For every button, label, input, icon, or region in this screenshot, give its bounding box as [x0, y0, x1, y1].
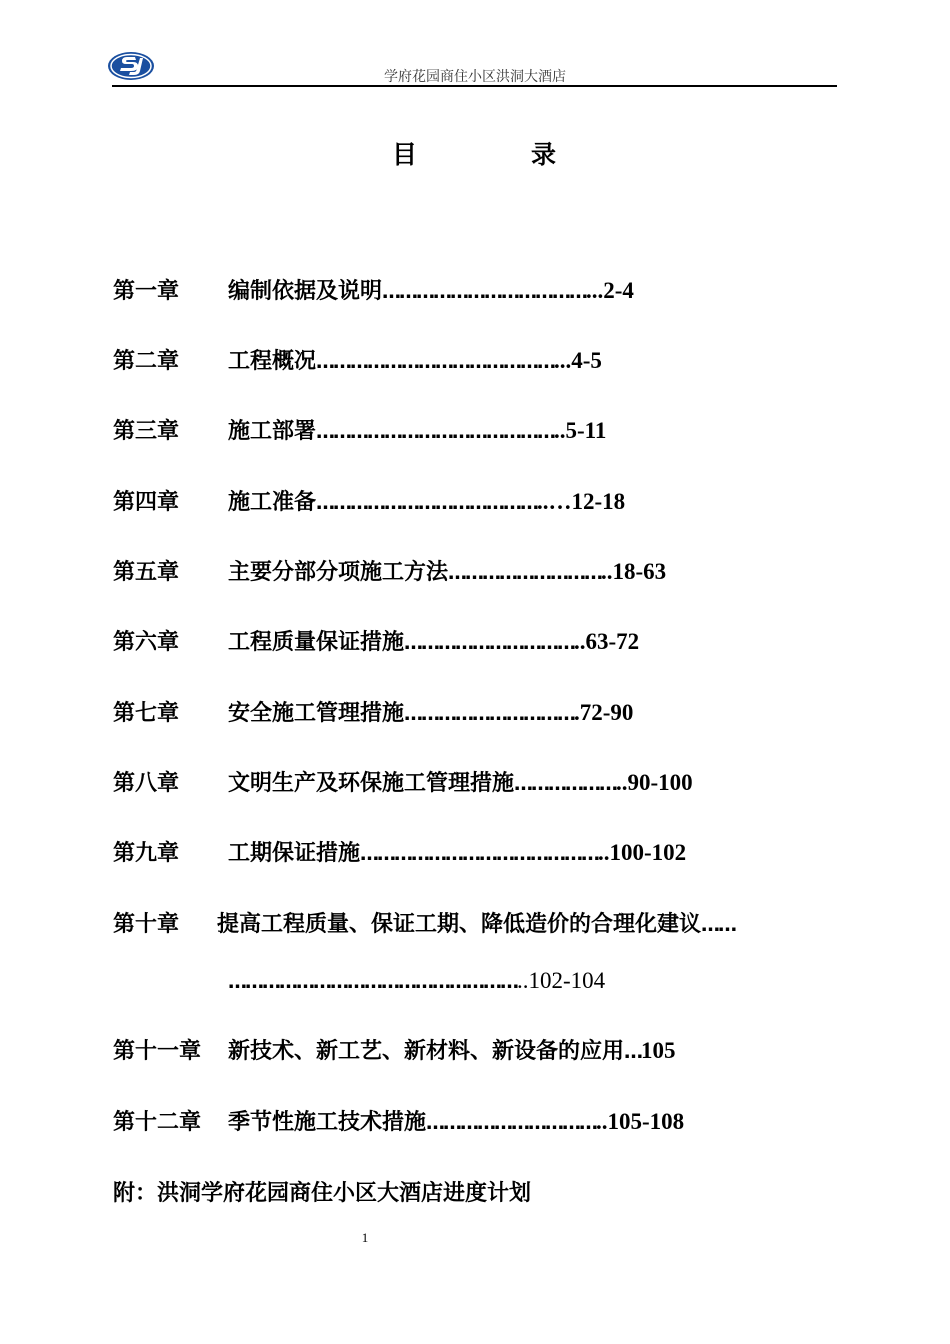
toc-entry-continuation[interactable]: [228, 964, 605, 998]
toc-leader-dots: …………………………………: [316, 492, 538, 514]
toc-entry-pages: ..105-108: [596, 1109, 685, 1134]
toc-entry[interactable]: [113, 274, 634, 308]
toc-entry-title: 文明生产及环保施工管理措施: [228, 770, 515, 796]
toc-entry-chapter: 第三章: [113, 418, 180, 444]
toc-entry-title: 施工部署: [228, 418, 317, 444]
toc-entry-chapter: 第八章: [113, 770, 180, 796]
toc-entry-line: [228, 1034, 676, 1069]
toc-entry-chapter: 第十二章: [113, 1109, 202, 1135]
toc-entry-title: 工程质量保证措施: [228, 629, 405, 655]
toc-leader-dots: ……: [701, 914, 736, 936]
toc-entry-line: [228, 555, 666, 590]
toc-leader-dots: ………………………………: [382, 281, 587, 303]
appendix-note: 附：洪洞学府花园商住小区大酒店进度计划: [113, 1180, 532, 1206]
document-header-title: 学府花园商住小区洪洞大酒店: [384, 69, 566, 85]
toc-entry-line: [228, 696, 633, 731]
toc-entry-pages: ..5-11: [554, 418, 607, 443]
toc-title: [0, 135, 950, 169]
toc-entry-title: 季节性施工技术措施: [228, 1109, 427, 1135]
toc-entry-pages-start: .72: [574, 700, 603, 725]
toc-entry-title: 新技术、新工艺、新材料、新设备的应用: [228, 1038, 625, 1064]
toc-entry-chapter: 第七章: [113, 700, 180, 726]
toc-entry[interactable]: [113, 1034, 676, 1068]
toc-entry-line: [228, 485, 625, 520]
toc-entry-title: 主要分部分项施工方法: [228, 559, 449, 585]
toc-entry-line: [228, 414, 606, 449]
toc-entry-pages: ..…12-18: [537, 489, 626, 514]
toc-leader-dots: …………………………: [426, 1112, 597, 1134]
header-divider: [112, 85, 837, 87]
toc-entry-pages: ..90-100: [616, 770, 693, 795]
toc-entry-line: [228, 625, 639, 660]
toc-entry-pages: -90: [602, 700, 634, 725]
toc-entry-chapter: 第五章: [113, 559, 180, 585]
toc-entry-pages: ..18-63: [601, 559, 667, 584]
toc-leader-dots: …………………………: [404, 703, 575, 725]
toc-entry[interactable]: [113, 836, 687, 870]
toc-entry-pages: ...4-5: [554, 348, 602, 373]
toc-entry-title: 工期保证措施: [228, 840, 361, 866]
toc-leader-dots: ………………: [514, 773, 617, 795]
toc-entry-line: [228, 344, 602, 379]
toc-entry[interactable]: [113, 696, 634, 730]
toc-entry[interactable]: [113, 1105, 685, 1139]
toc-entry[interactable]: [113, 766, 693, 800]
toc-title-char-2: 录: [531, 140, 557, 169]
toc-leader-dots: …………………………: [404, 632, 575, 654]
toc-entry-line: [228, 274, 634, 309]
toc-entry-pages: ..63-72: [574, 629, 640, 654]
toc-title-char-1: 目: [392, 140, 418, 169]
toc-entry-title: 编制依据及说明: [228, 278, 383, 304]
toc-leader-dots: ……………………………………: [360, 843, 599, 865]
toc-entry-title: 安全施工管理措施: [228, 700, 405, 726]
toc-leader-dots: ………………………: [448, 562, 602, 584]
toc-entry-pages: ..100-102: [598, 840, 687, 865]
toc-entry-chapter: 第九章: [113, 840, 180, 866]
toc-entry-chapter: 第一章: [113, 278, 180, 304]
toc-entry[interactable]: [113, 907, 736, 941]
toc-entry-pages: 105: [641, 1038, 676, 1063]
toc-entry-title: 施工准备: [228, 489, 317, 515]
toc-entry-chapter: 第四章: [113, 489, 180, 515]
toc-leader-dots: ……………………………………………: [228, 971, 517, 993]
toc-leader-dots: ……………………………………: [316, 351, 555, 373]
toc-entry[interactable]: [113, 555, 667, 589]
toc-entry-line: [228, 836, 686, 871]
toc-entry-pages: ..102-104: [517, 968, 606, 993]
toc-entry-chapter: 第十章: [113, 911, 180, 937]
toc-entry-line: [228, 766, 693, 801]
toc-entry[interactable]: [113, 625, 640, 659]
toc-entry-chapter: 第二章: [113, 348, 180, 374]
toc-entry-title: 工程概况: [228, 348, 317, 374]
toc-entry[interactable]: [113, 344, 602, 378]
toc-entry-title: 提高工程质量、保证工期、降低造价的合理化建议: [217, 911, 702, 937]
toc-entry-chapter: 第十一章: [113, 1038, 202, 1064]
page-number: 1: [361, 1230, 369, 1245]
toc-entry-line: [217, 907, 735, 942]
toc-entry-pages: ...2-4: [586, 278, 634, 303]
toc-entry-line: [228, 1105, 684, 1140]
toc-entry-chapter: 第六章: [113, 629, 180, 655]
toc-leader-dots: …: [624, 1041, 642, 1063]
toc-entry[interactable]: [113, 414, 607, 448]
toc-leader-dots: ……………………………………: [316, 421, 555, 443]
toc-entry[interactable]: [113, 485, 626, 519]
